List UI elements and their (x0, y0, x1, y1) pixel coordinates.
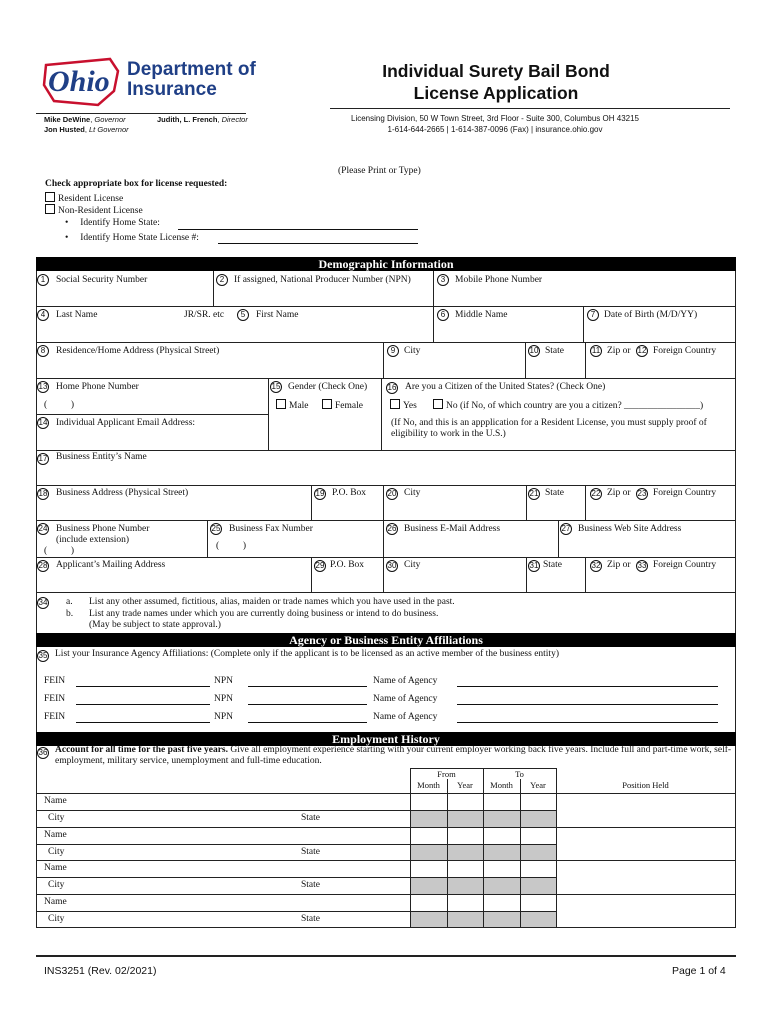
field-number-25: 25 (211, 524, 221, 533)
employer-state-label: State (301, 847, 320, 857)
employer-name-label: Name (44, 830, 67, 840)
dob-label: Date of Birth (M/D/YY) (604, 310, 698, 320)
employment-instructions (55, 745, 733, 767)
resident-label: Resident License (58, 194, 124, 204)
employer-name-label: Name (44, 863, 67, 873)
alias-a-text: List any other assumed, fictitious, alias, maiden or trade names which you have used in the past. (89, 597, 455, 607)
field-number-15: 15 (271, 382, 281, 391)
business-zip-country-input[interactable] (587, 501, 734, 519)
home-zip-label: Zip or (607, 346, 631, 356)
fein-label: FEIN (44, 676, 66, 686)
ssn-input[interactable] (38, 288, 212, 305)
email-label: Individual Applicant Email Address: (56, 418, 196, 428)
business-email-label: Business E-Mail Address (404, 524, 501, 534)
mailing-city-input[interactable] (385, 573, 525, 591)
field-number-30: 30 (387, 561, 397, 570)
field-number-8: 8 (37, 345, 49, 357)
citizen-no-option[interactable] (433, 399, 703, 412)
business-name-label: Business Entity’s Name (56, 452, 147, 462)
home-state-input[interactable] (527, 359, 584, 377)
employer-city-label: City (48, 813, 65, 823)
business-pobox-label: P.O. Box (332, 488, 367, 498)
agency-name-label: Name of Agency (373, 694, 438, 704)
field-number-20: 20 (387, 489, 397, 498)
business-zip-label: Zip or (607, 488, 631, 498)
middle-name-input[interactable] (435, 323, 582, 341)
field-number-24: 24 (38, 524, 48, 533)
npn-label: NPN (214, 694, 234, 704)
alias-b-note: (May be subject to state approval.) (89, 620, 221, 630)
field-number-27: 27 (561, 524, 571, 533)
employer-state-label: State (301, 813, 320, 823)
employer-name-input[interactable] (80, 862, 406, 876)
employer-name-label: Name (44, 796, 67, 806)
field-number-11: 11 (591, 346, 601, 355)
employer-state-label: State (301, 914, 320, 924)
resident-checkbox[interactable] (45, 192, 55, 202)
employer-name-input[interactable] (80, 795, 406, 809)
mobile-phone-label: Mobile Phone Number (455, 275, 543, 285)
business-phone-label: Business Phone Number (56, 524, 150, 534)
director-title: Director (221, 115, 248, 124)
home-phone-label: Home Phone Number (56, 382, 139, 392)
last-name-label: Last Name (56, 310, 98, 320)
fein-input[interactable] (76, 722, 210, 723)
business-website-input[interactable] (560, 537, 734, 556)
nonresident-checkbox[interactable] (45, 204, 55, 214)
agency-name-input[interactable] (457, 704, 718, 705)
field-number-18: 18 (38, 489, 48, 498)
npn-input[interactable] (248, 722, 367, 723)
home-state-field[interactable] (178, 229, 418, 230)
field-number-34: 34 (38, 598, 48, 607)
home-state-license-text: Identify Home State License #: (80, 233, 199, 243)
citizen-note: (If No, and this is an appplication for a Resident License, you must supply proof of eligibility to work in the U.S.) (391, 418, 707, 439)
employer-state-label: State (301, 880, 320, 890)
ohio-logo (40, 55, 122, 110)
citizen-label: Are you a Citizen of the United States? (Check One) (405, 382, 606, 392)
fein-input[interactable] (76, 704, 210, 705)
female-option[interactable] (322, 399, 363, 412)
position-held-label: Position Held (622, 780, 669, 790)
employer-name-input[interactable] (80, 829, 406, 843)
check-heading: Check appropriate box for license requested: (45, 179, 228, 189)
home-zip-country-input[interactable] (587, 359, 734, 377)
lt-governor-title: Lt Governor (89, 125, 129, 134)
mailing-pobox-input[interactable] (313, 573, 382, 591)
field-number-10: 10 (529, 346, 539, 355)
nonresident-option[interactable] (45, 204, 143, 217)
home-state-license-label: • Identify Home State License #: (65, 233, 199, 243)
director: Judith, L. French, Director (157, 115, 248, 124)
field-number-33: 33 (637, 561, 647, 570)
npn-input[interactable] (248, 704, 367, 705)
business-address-label: Business Address (Physical Street) (56, 488, 189, 498)
employer-city-label: City (48, 914, 65, 924)
from-month-label: Month (417, 780, 440, 790)
agency-instructions: List your Insurance Agency Affiliations: (Complete only if the applicant is to be licensed as an active member of the business entity) (55, 649, 559, 659)
email-input[interactable] (38, 431, 267, 449)
citizen-yes-option[interactable] (390, 399, 417, 412)
home-state-label: • Identify Home State: (65, 218, 160, 228)
field-number-22: 22 (591, 489, 601, 498)
npn-input[interactable] (248, 686, 367, 687)
title-line1: Individual Surety Bail Bond (382, 61, 610, 81)
business-website-label: Business Web Site Address (578, 524, 682, 534)
business-state-input[interactable] (528, 501, 584, 519)
field-number-16: 16 (387, 383, 397, 392)
dept-name (127, 60, 256, 100)
field-number-28: 28 (38, 561, 48, 570)
governor-title: Governor (94, 115, 126, 124)
employer-name-label: Name (44, 897, 67, 907)
field-number-9: 9 (387, 345, 399, 357)
citizen-no-checkbox[interactable] (433, 399, 443, 409)
form-id: INS3251 (Rev. 02/2021) (44, 965, 157, 977)
field-number-12: 12 (637, 346, 647, 355)
to-label: To (515, 769, 524, 779)
dept-line2: Insurance (127, 79, 217, 100)
field-number-14: 14 (38, 418, 48, 427)
mobile-phone-input[interactable] (435, 288, 734, 305)
to-month-label: Month (490, 780, 513, 790)
business-address-input[interactable] (38, 501, 310, 519)
print-note: (Please Print or Type) (338, 166, 421, 176)
agency-name-label: Name of Agency (373, 676, 438, 686)
last-name-input[interactable] (38, 323, 235, 341)
home-address-input[interactable] (38, 359, 382, 377)
business-country-label: Foreign Country (653, 488, 717, 498)
home-state-text: Identify Home State: (80, 218, 160, 228)
employer-city-label: City (48, 880, 65, 890)
fein-label: FEIN (44, 712, 66, 722)
business-pobox-input[interactable] (313, 501, 382, 519)
address-line1: Licensing Division, 50 W Town Street, 3rd Floor - Suite 300, Columbus OH 43215 (351, 114, 639, 123)
employment-header: Employment History (36, 732, 736, 746)
mailing-pobox-label: P.O. Box (330, 560, 365, 570)
business-city-input[interactable] (385, 501, 525, 519)
nonresident-label: Non-Resident License (58, 206, 143, 216)
first-name-input[interactable] (237, 323, 432, 341)
gender-label: Gender (Check One) (288, 382, 368, 392)
employment-instructions-bold: Account for all time for the past five years. (55, 745, 228, 755)
business-city-label: City (404, 488, 421, 498)
business-email-input[interactable] (385, 537, 557, 556)
citizen-no-label: No (if No, of which country are you a citizen? ________________) (446, 401, 704, 411)
home-address-label: Residence/Home Address (Physical Street) (56, 346, 220, 356)
male-checkbox[interactable] (276, 399, 286, 409)
business-phone-ext-label: (include extension) (56, 535, 130, 545)
mailing-state-input[interactable] (528, 573, 584, 591)
fein-label: FEIN (44, 694, 66, 704)
mailing-state-label: State (543, 560, 562, 570)
field-number-6: 6 (437, 309, 449, 321)
field-number-17: 17 (38, 454, 48, 463)
officials: Mike DeWine, Governor Jon Husted, Lt Governor (44, 115, 129, 134)
field-number-36: 36 (38, 748, 48, 757)
field-number-7: 7 (587, 309, 599, 321)
from-label: From (437, 769, 456, 779)
citizen-yes-label: Yes (403, 401, 417, 411)
page-title (330, 60, 662, 104)
field-number-13: 13 (38, 382, 48, 391)
employer-city-label: City (48, 847, 65, 857)
field-number-3: 3 (437, 274, 449, 286)
business-state-label: State (545, 488, 564, 498)
field-number-26: 26 (387, 524, 397, 533)
business-name-input[interactable] (38, 466, 734, 484)
mailing-address-label: Applicant’s Mailing Address (56, 560, 166, 570)
alias-a-letter: a. (66, 597, 73, 607)
field-number-1: 1 (37, 274, 49, 286)
governor-name: Mike DeWine (44, 115, 91, 124)
field-number-31: 31 (529, 561, 539, 570)
dob-input[interactable] (585, 323, 734, 341)
employment-instructions-text: Give all employment experience starting with your current employer working back five years. Include full and part-time work, self-employment, military service, unemployment and full-time education. (55, 745, 732, 766)
male-label: Male (289, 401, 309, 411)
first-name-label: First Name (256, 310, 299, 320)
address-line2: 1-614-644-2665 | 1-614-387-0096 (Fax) | insurance.ohio.gov (387, 125, 603, 134)
employer-name-input[interactable] (80, 896, 406, 910)
business-phone-input[interactable]: ( ) (44, 546, 75, 556)
logo-word: Ohio (48, 65, 110, 98)
npn-label: NPN (214, 676, 234, 686)
field-number-19: 19 (315, 489, 325, 498)
from-year-label: Year (457, 780, 473, 790)
home-city-label: City (404, 346, 421, 356)
mailing-zip-label: Zip or (607, 560, 631, 570)
to-year-label: Year (530, 780, 546, 790)
director-name: Judith, L. French (157, 115, 218, 124)
female-label: Female (335, 401, 363, 411)
middle-name-label: Middle Name (455, 310, 508, 320)
agency-header: Agency or Business Entity Affiliations (36, 633, 736, 647)
business-fax-label: Business Fax Number (229, 524, 313, 534)
mailing-zip-country-input[interactable] (587, 573, 734, 591)
field-number-23: 23 (637, 489, 647, 498)
division-address (320, 113, 670, 135)
field-number-21: 21 (529, 489, 539, 498)
mailing-city-label: City (404, 560, 421, 570)
npn-input[interactable] (215, 288, 432, 305)
field-number-32: 32 (591, 561, 601, 570)
field-number-2: 2 (216, 274, 228, 286)
agency-name-label: Name of Agency (373, 712, 438, 722)
field-number-5: 5 (237, 309, 249, 321)
npn-label: If assigned, National Producer Number (NPN) (234, 275, 411, 285)
ssn-label: Social Security Number (56, 275, 148, 285)
page-number: Page 1 of 4 (672, 965, 726, 977)
home-country-label: Foreign Country (653, 346, 717, 356)
field-number-29: 29 (315, 561, 325, 570)
home-state-label-demo: State (545, 346, 564, 356)
alias-b-text: List any trade names under which you are currently doing business or intend to do business. (89, 609, 439, 619)
fein-input[interactable] (76, 686, 210, 687)
home-city-input[interactable] (385, 359, 524, 377)
agency-name-input[interactable] (457, 686, 718, 687)
mailing-address-input[interactable] (38, 573, 310, 591)
citizen-yes-checkbox[interactable] (390, 399, 400, 409)
male-option[interactable] (276, 399, 309, 412)
field-number-35: 35 (38, 651, 48, 660)
field-number-4: 4 (37, 309, 49, 321)
npn-label: NPN (214, 712, 234, 722)
home-state-license-field[interactable] (218, 243, 418, 244)
dept-line1: Department of (127, 59, 256, 80)
agency-name-input[interactable] (457, 722, 718, 723)
business-fax-input[interactable]: ( ) (216, 541, 247, 551)
mailing-country-label: Foreign Country (653, 560, 717, 570)
title-line2: License Application (413, 83, 579, 103)
demographic-header: Demographic Information (36, 257, 736, 271)
suffix-label: JR/SR. etc (184, 310, 225, 320)
lt-governor-name: Jon Husted (44, 125, 85, 134)
female-checkbox[interactable] (322, 399, 332, 409)
alias-b-letter: b. (66, 609, 74, 619)
home-phone-input[interactable]: ( ) (44, 400, 75, 410)
